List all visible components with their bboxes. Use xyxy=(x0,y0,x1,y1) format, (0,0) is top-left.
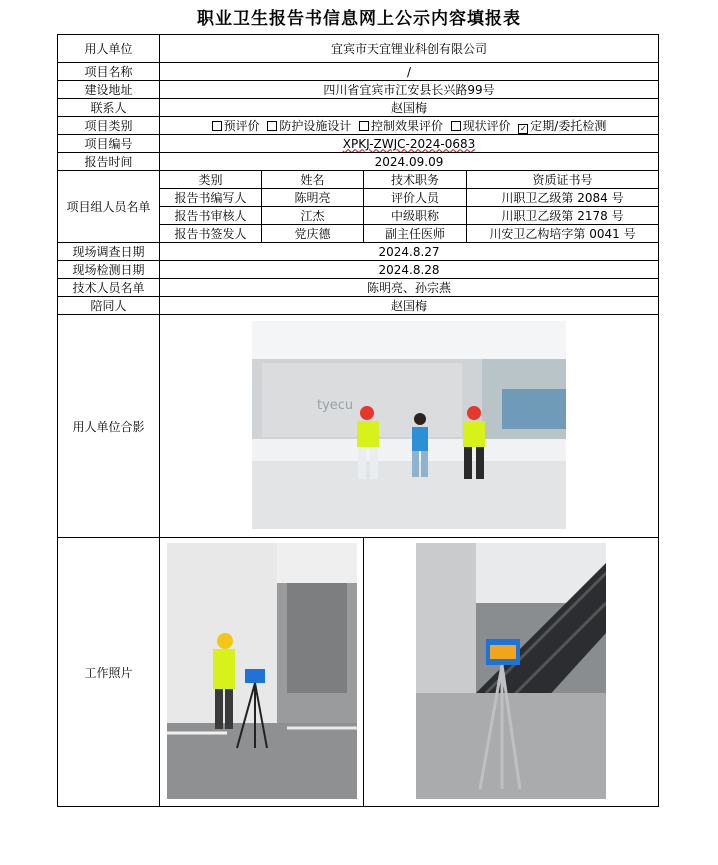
member-title: 副主任医师 xyxy=(364,225,467,243)
row-work-photos xyxy=(58,538,659,807)
team-header-role: 类别 xyxy=(160,171,262,189)
row-project-name xyxy=(58,63,659,81)
member-cert: 川职卫乙级第 2178 号 xyxy=(467,207,659,225)
escort-label: 陪同人 xyxy=(58,297,160,315)
test-date-label: 现场检测日期 xyxy=(58,261,160,279)
team-header-title: 技术职务 xyxy=(364,171,467,189)
member-cert: 川职卫乙级第 2084 号 xyxy=(467,189,659,207)
row-report-date xyxy=(58,153,659,171)
contact-label: 联系人 xyxy=(58,99,160,117)
option-control-effect: 控制效果评价 xyxy=(359,119,443,133)
member-role: 报告书审核人 xyxy=(160,207,262,225)
team-header-cert: 资质证书号 xyxy=(467,171,659,189)
member-name: 陈明亮 xyxy=(262,189,364,207)
project-name-value: / xyxy=(160,63,659,81)
row-group-photo xyxy=(58,315,659,538)
address-value: 四川省宜宾市江安县长兴路99号 xyxy=(160,81,659,99)
group-photo-label: 用人单位合影 xyxy=(58,315,160,538)
checkbox-icon xyxy=(267,121,277,131)
survey-date-value: 2024.8.27 xyxy=(160,243,659,261)
escort-value: 赵国梅 xyxy=(160,297,659,315)
page-title: 职业卫生报告书信息网上公示内容填报表 xyxy=(197,9,521,29)
checkbox-icon xyxy=(212,121,222,131)
row-employer xyxy=(58,35,659,63)
team-header-name: 姓名 xyxy=(262,171,364,189)
work-photo-1-image xyxy=(167,543,357,799)
project-type-label: 项目类别 xyxy=(58,117,160,135)
checkbox-checked-icon: ✓ xyxy=(519,124,527,133)
technicians-value: 陈明亮、孙宗燕 xyxy=(160,279,659,297)
option-protection-design: 防护设施设计 xyxy=(267,119,351,133)
project-name-label: 项目名称 xyxy=(58,63,160,81)
work-photo-2-image xyxy=(416,543,606,799)
member-role: 报告书编写人 xyxy=(160,189,262,207)
address-label: 建设地址 xyxy=(58,81,160,99)
report-date-value: 2024.09.09 xyxy=(160,153,659,171)
row-test-date xyxy=(58,261,659,279)
checkbox-icon xyxy=(451,121,461,131)
survey-date-label: 现场调查日期 xyxy=(58,243,160,261)
project-type-options xyxy=(160,117,659,135)
work-photos-label: 工作照片 xyxy=(58,538,160,807)
report-date-label: 报告时间 xyxy=(58,153,160,171)
team-header-row xyxy=(58,171,659,189)
member-name: 江杰 xyxy=(262,207,364,225)
group-photo-image xyxy=(252,321,566,529)
row-address xyxy=(58,81,659,99)
row-project-no xyxy=(58,135,659,153)
row-escort xyxy=(58,297,659,315)
project-no-label: 项目编号 xyxy=(58,135,160,153)
team-label: 项目组人员名单 xyxy=(58,171,160,243)
member-title: 评价人员 xyxy=(364,189,467,207)
member-name: 党庆德 xyxy=(262,225,364,243)
contact-value: 赵国梅 xyxy=(160,99,659,117)
info-form-table xyxy=(57,34,659,807)
checkbox-icon xyxy=(359,121,369,131)
option-pre-evaluation: 预评价 xyxy=(212,119,260,133)
svg-text:tyecu: tyecu xyxy=(317,397,354,413)
employer-label: 用人单位 xyxy=(58,35,160,63)
technicians-label: 技术人员名单 xyxy=(58,279,160,297)
row-project-type xyxy=(58,117,659,135)
employer-value: 宜宾市天宜锂业科创有限公司 xyxy=(160,35,659,63)
option-status-evaluation: 现状评价 xyxy=(451,119,511,133)
member-cert: 川安卫乙构培字第 0041 号 xyxy=(467,225,659,243)
member-role: 报告书签发人 xyxy=(160,225,262,243)
test-date-value: 2024.8.28 xyxy=(160,261,659,279)
project-no-value: XPKJ-ZWJC-2024-0683 xyxy=(342,136,476,151)
row-technicians xyxy=(58,279,659,297)
member-title: 中级职称 xyxy=(364,207,467,225)
row-survey-date xyxy=(58,243,659,261)
row-contact xyxy=(58,99,659,117)
option-periodic-detection: ✓ 定期/委托检测 xyxy=(519,119,607,133)
